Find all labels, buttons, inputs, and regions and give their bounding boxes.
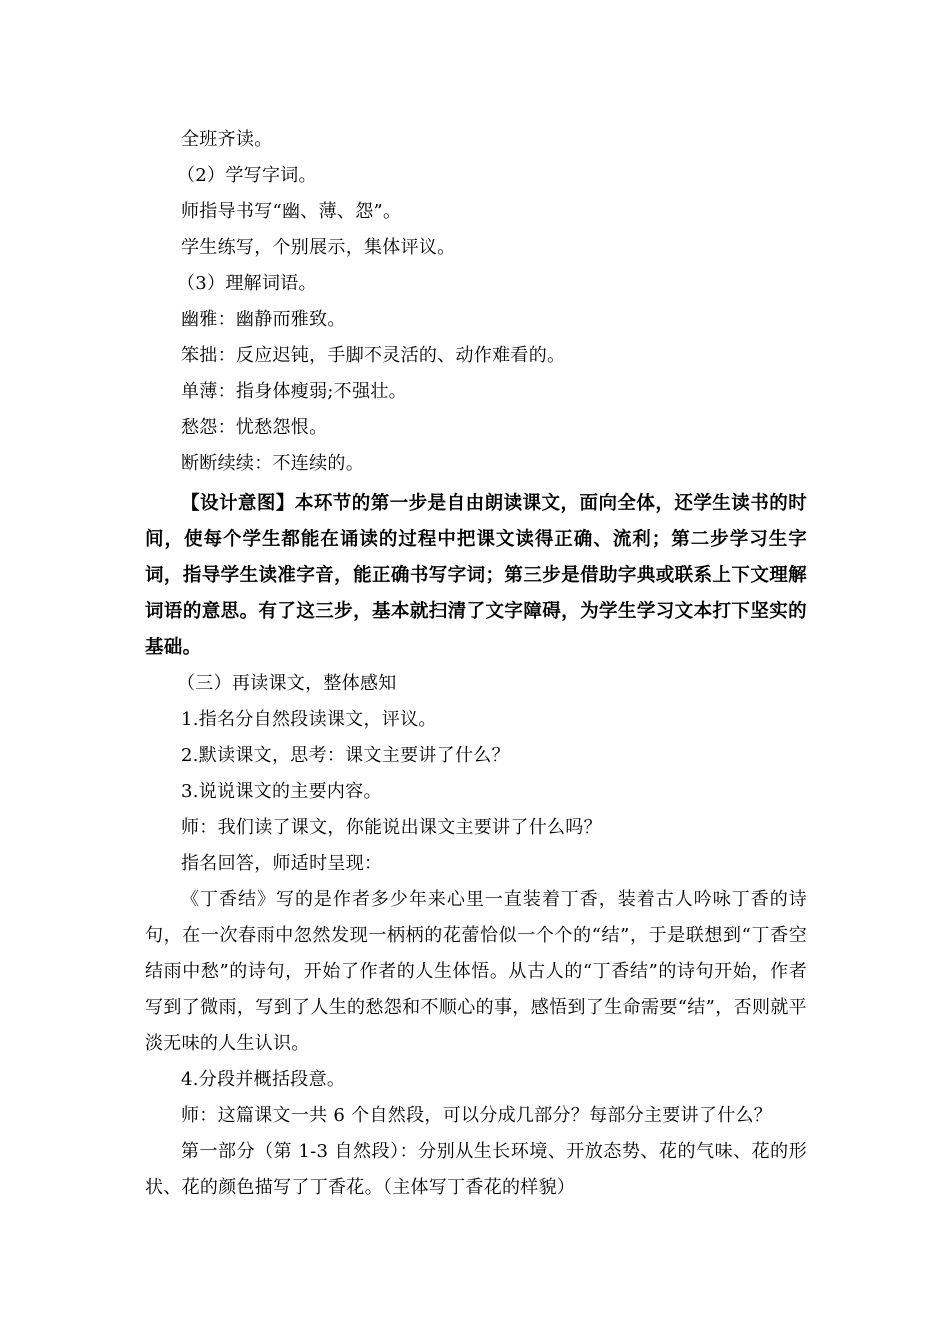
section-title: （三）再读课文，整体感知 (177, 673, 397, 694)
design-intent-paragraph: 【设计意图】本环节的第一步是自由朗读课文，面向全体，还学生读书的时间，使每个学生都能在诵读的过程中把课文读得正确、流利；第二步学习生字词，指导学生读准字音，能正确书写字词；第三步是借助字典或联系上下文理解词语的意思。有了这三步，基本就扫清了文字障碍，为学生学习文本打下坚实的基础。 (145, 493, 807, 658)
teacher-question: 师：这篇课文一共 6 个自然段，可以分成几部分？每部分主要讲了什么？ (181, 1105, 773, 1126)
list-item: 2.默读课文，思考：课文主要讲了什么？ (181, 745, 510, 766)
part-one-paragraph: 第一部分（第 1-3 自然段）：分别从生长环境、开放态势、花的气味、花的形状、花的颜色描写了丁香花。（主体写丁香花的样貌） (145, 1141, 807, 1198)
list-item: 1.指名分自然段读课文，评议。 (181, 709, 437, 730)
text-line: 笨拙：反应迟钝，手脚不灵活的、动作难看的。 (181, 345, 566, 366)
text-line: （2）学写字词。 (177, 165, 317, 186)
text-line: 全班齐读。 (181, 129, 273, 150)
list-item: 师：我们读了课文，你能说出课文主要讲了什么吗？ (181, 817, 602, 838)
text-line: 师指导书写“幽、薄、怨”。 (181, 201, 402, 222)
list-item: 指名回答，师适时呈现： (181, 853, 383, 874)
text-line: 幽雅：幽静而雅致。 (181, 309, 346, 330)
text-line: （3）理解词语。 (177, 273, 317, 294)
document-body (145, 122, 807, 1206)
summary-paragraph: 《丁香结》写的是作者多少年来心里一直装着丁香，装着古人吟咏丁香的诗句，在一次春雨中忽然发现一柄柄的花蕾恰似一个个的“结”，于是联想到“丁香空结雨中愁”的诗句，开始了作者的人生体悟。从古人的“丁香结”的诗句开始，作者写到了微雨，写到了人生的愁怨和不顺心的事，感悟到了生命需要“结”，否则就平淡无味的人生认识。 (145, 889, 807, 1054)
text-line: 愁怨：忧愁怨恨。 (181, 417, 328, 438)
text-line: 单薄：指身体瘦弱;不强壮。 (181, 381, 407, 402)
text-line: 学生练写，个别展示，集体评议。 (181, 237, 456, 258)
list-item: 3.说说课文的主要内容。 (181, 781, 382, 802)
text-line: 断断续续：不连续的。 (181, 453, 364, 474)
list-item: 4.分段并概括段意。 (181, 1069, 346, 1090)
